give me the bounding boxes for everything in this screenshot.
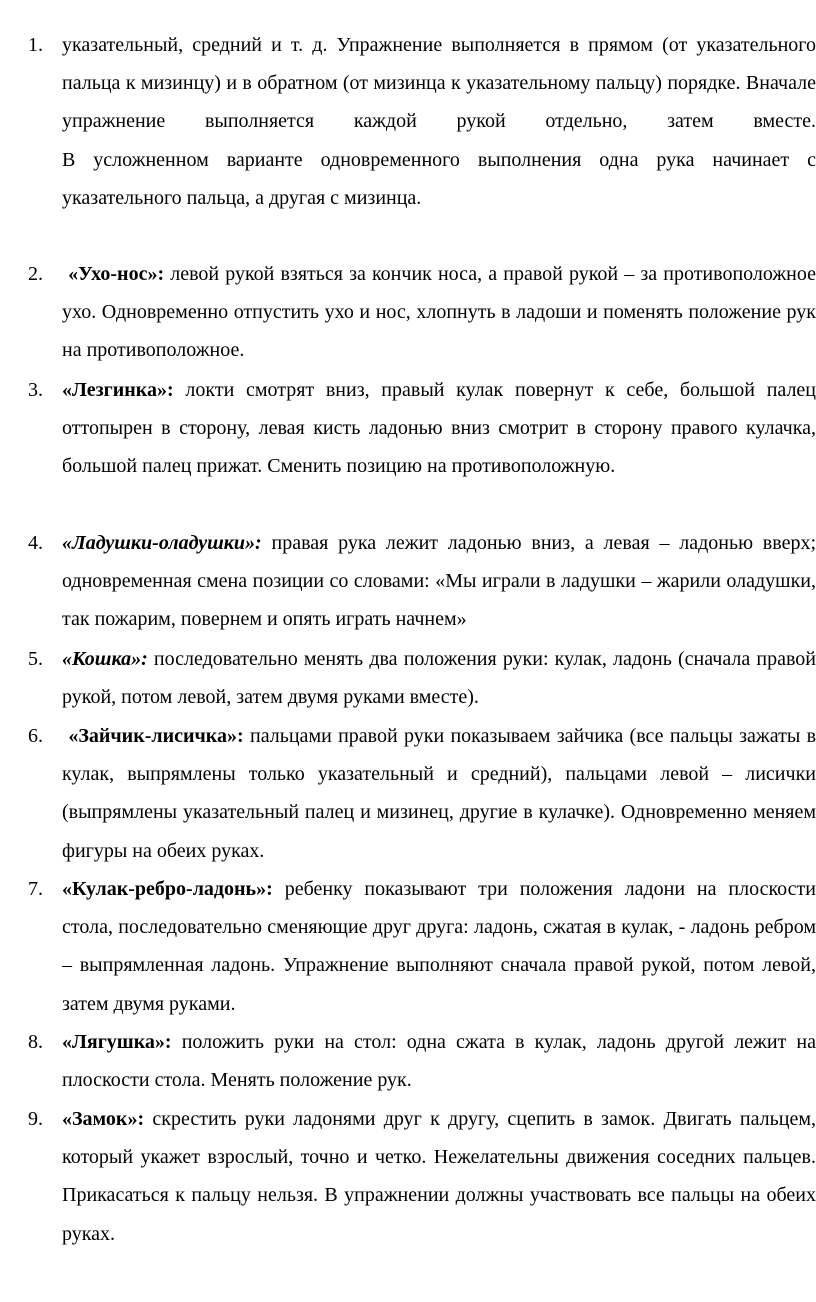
list-item [0, 640, 816, 717]
item-body: скрестить руки ладонями друг к другу, сцепить в замок. Двигать пальцем, который укажет взрослый, точно и четко. Нежелательны движения соседних пальцев. Прикасаться к пальцу нельзя. В упражнении должны участвовать все пальцы на обеих руках. [62, 1108, 816, 1245]
item-body-2: В усложненном варианте одновременного выполнения одна рука начинает с указательного пальца, а другая с мизинца. [62, 148, 816, 209]
list-item [0, 371, 816, 524]
item-number: 8. [28, 1031, 43, 1053]
list-item [0, 870, 816, 1023]
list-item [0, 717, 816, 870]
list-item [0, 255, 816, 371]
item-number: 6. [28, 725, 43, 747]
item-body: локти смотрят вниз, правый кулак повернут к себе, большой палец оттопырен в сторону, левая кисть ладонью вниз смотрит в сторону правого кулачка, большой палец прижат. Сменить позицию на противоположную. [62, 379, 816, 478]
list-item [0, 1100, 816, 1253]
item-body: ребенку показывают три положения ладони на плоскости стола, последовательно сменяющие друг друга: ладонь, сжатая в кулак, - ладонь ребром – выпрямленная ладонь. Упражнение выполняют сначала правой рукой, потом левой, затем двумя руками. [62, 878, 816, 1015]
item-title: «Ладушки-оладушки»: [62, 532, 262, 554]
item-title: «Кошка»: [62, 648, 148, 670]
item-body: указательный, средний и т. д. Упражнение выполняется в прямом (от указательного пальца к мизинцу) и в обратном (от мизинца к указательному пальцу) порядке. Вначале упражнение выполняется каждой рукой отдельно, затем вместе. [62, 34, 816, 133]
item-title: «Лягушка»: [62, 1031, 172, 1053]
item-number: 1. [28, 34, 43, 56]
document-page [0, 26, 816, 1253]
list-item [0, 524, 816, 640]
item-text [62, 640, 816, 716]
item-title: «Лезгинка»: [62, 379, 174, 401]
item-body: положить руки на стол: одна сжата в кулак, ладонь другой лежит на плоскости стола. Менять положение рук. [62, 1031, 816, 1092]
item-title: «Замок»: [62, 1108, 145, 1130]
exercise-list [0, 26, 816, 1253]
item-body: левой рукой взяться за кончик носа, а правой рукой – за противоположное ухо. Одновременно отпустить ухо и нос, хлопнуть в ладоши и поменять положение рук на противоположное. [62, 263, 816, 362]
item-number: 5. [28, 648, 43, 670]
item-text [62, 255, 816, 370]
item-number: 7. [28, 878, 43, 900]
item-text [62, 524, 816, 639]
item-body: последовательно менять два положения руки: кулак, ладонь (сначала правой рукой, потом левой, затем двумя руками вместе). [62, 648, 816, 709]
item-title: «Зайчик-лисичка»: [68, 725, 244, 747]
item-text [62, 1100, 816, 1253]
item-number: 4. [28, 532, 43, 554]
item-number: 3. [28, 379, 43, 401]
list-item [0, 26, 816, 255]
item-title: «Ухо-нос»: [68, 263, 165, 285]
item-body: пальцами правой руки показываем зайчика (все пальцы зажаты в кулак, выпрямлены только указательный и средний), пальцами левой – лисички (выпрямлены указательный палец и мизинец, другие в кулачке). Одновременно меняем фигуры на обеих руках. [62, 725, 816, 862]
item-title: «Кулак-ребро-ладонь»: [62, 878, 273, 900]
item-number: 2. [28, 263, 43, 285]
item-text [62, 26, 816, 141]
item-text [62, 1023, 816, 1099]
item-text [62, 717, 816, 870]
item-body: правая рука лежит ладонью вниз, а левая – ладонью вверх; одновременная смена позиции со словами: «Мы играли в ладушки – жарили оладушки, так пожарим, повернем и опять играть начнем» [62, 532, 816, 631]
item-number: 9. [28, 1108, 43, 1130]
list-item [0, 1023, 816, 1100]
item-text-continued [62, 141, 816, 217]
item-text [62, 371, 816, 486]
item-text [62, 870, 816, 1023]
